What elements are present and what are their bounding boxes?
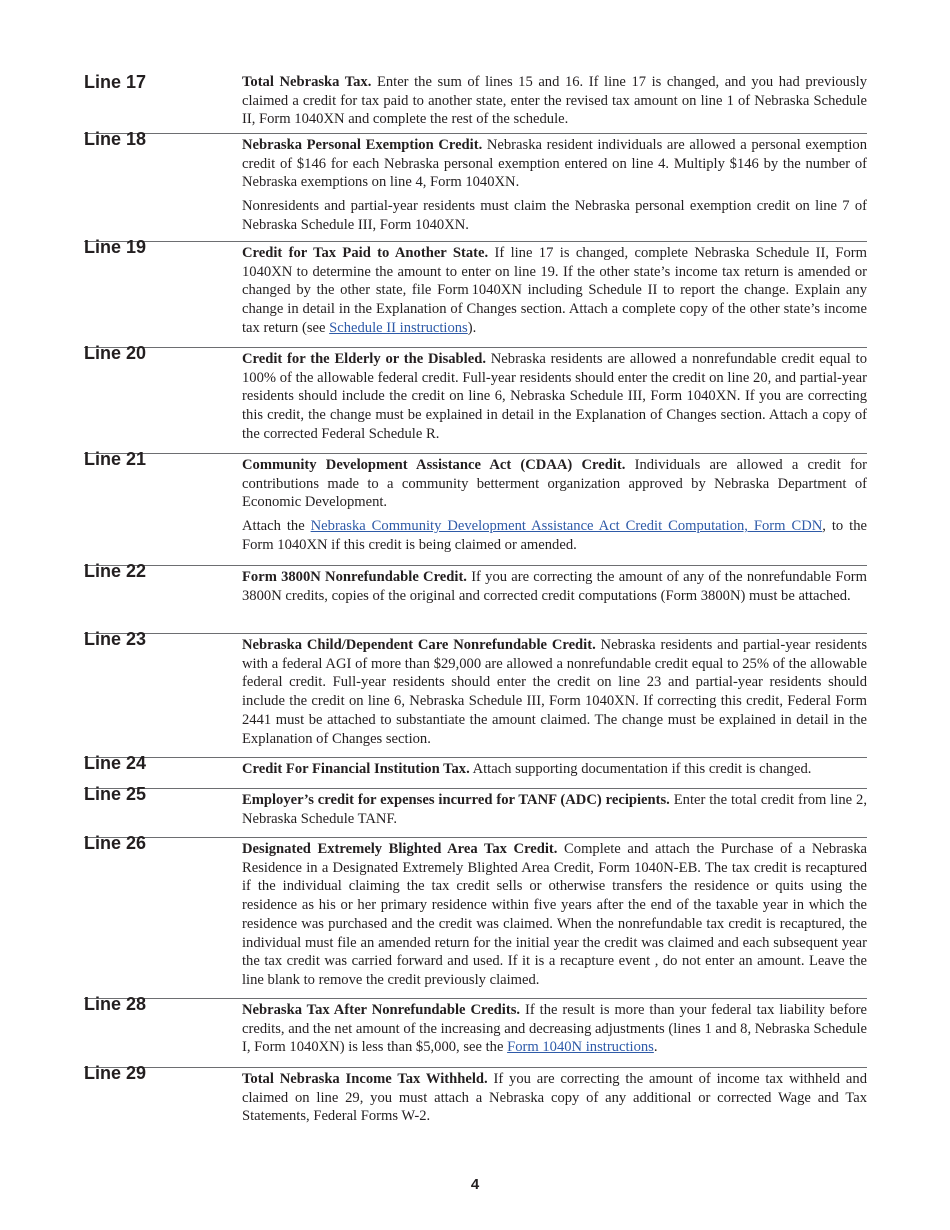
line-label: Line 23 xyxy=(84,629,147,649)
line-18-section xyxy=(84,129,867,233)
line-heading: Total Nebraska Income Tax Withheld. xyxy=(242,1071,488,1087)
line-description xyxy=(242,791,867,828)
line-23-section xyxy=(84,629,867,747)
line-25-section xyxy=(84,784,867,827)
page-number: 4 xyxy=(470,1176,480,1193)
form-1040n-instructions-link[interactable]: Form 1040N instructions xyxy=(507,1039,654,1056)
line-label: Line 26 xyxy=(84,833,147,853)
line-20-section xyxy=(84,343,868,442)
line-26-section xyxy=(84,833,867,988)
line-text: Enter the total credit from line 2, Nebraska Schedule TANF. xyxy=(242,792,867,827)
line-text: , to the Form 1040XN if this credit is being claimed or amended. xyxy=(242,518,867,553)
line-text: Enter the sum of lines 15 and 16. If line 17 is changed, and you had previously claimed a credit for tax paid to another state, enter the revised tax amount on line 1 of Nebraska Schedule II, Form 1040XN and complete the rest of the schedule. xyxy=(242,74,867,128)
line-description xyxy=(242,1001,867,1057)
line-text: If you are correcting the amount of any of the nonrefundable Form 3800N credits, copies of the original and corrected credit computations (Form 3800N) must be attached. xyxy=(242,569,867,604)
line-text: If you are correcting the amount of income tax withheld and claimed on line 29, you must attach a Nebraska copy of any additional or corrected Wage and Tax Statements, Federal Forms W-2. xyxy=(242,1071,867,1125)
line-text: Attach supporting documentation if this credit is changed. xyxy=(469,761,812,777)
line-24-section xyxy=(84,753,867,777)
line-heading: Nebraska Personal Exemption Credit. xyxy=(242,137,483,153)
line-label: Line 28 xyxy=(84,994,147,1014)
line-text: . xyxy=(653,1039,658,1056)
line-text: Complete and attach the Purchase of a Nebraska Residence in a Designated Extremely Blighted Area Credit, Form 1040N-EB. The tax credit is recaptured if the individual claiming the tax credit sells or otherwise transfers the residence or quits using the residence as his or her primary residence within five years after the end of the taxable year in which the residence was purchased and the credit was claimed. When the nonrefundable tax credit is recaptured, the individual must file an amended return for the initial year the credit was claimed and each subsequent year the tax credit was carried forward and used. If it is a recapture event , do not enter an amount. Leave the line blank to remove the credit previously claimed. xyxy=(242,841,867,988)
schedule-ii-instructions-link[interactable]: Schedule II instructions xyxy=(329,319,468,336)
line-text: If the result is more than your federal tax liability before credits, and the net amount of the increasing and decreasing adjustments (lines 1 and 8, Nebraska Schedule I, Form 1040XN) is less than $5,000, see the xyxy=(242,1002,867,1056)
line-description xyxy=(242,456,867,555)
line-heading: Form 3800N Nonrefundable Credit. xyxy=(242,569,467,585)
line-label: Line 29 xyxy=(84,1063,147,1083)
line-heading: Total Nebraska Tax. xyxy=(242,74,372,90)
line-text: Nonresidents and partial-year residents must claim the Nebraska personal exemption credit on line 7 of Nebraska Schedule III, Form 1040XN. xyxy=(242,198,867,233)
line-heading: Designated Extremely Blighted Area Tax Credit. xyxy=(242,841,558,857)
line-description xyxy=(242,136,867,235)
line-heading: Credit for Tax Paid to Another State. xyxy=(242,245,489,261)
line-21-section xyxy=(84,449,867,553)
line-28-section xyxy=(84,994,867,1056)
line-description xyxy=(242,760,867,779)
line-heading: Nebraska Child/Dependent Care Nonrefundable Credit. xyxy=(242,637,596,653)
line-label: Line 24 xyxy=(84,753,147,773)
line-description xyxy=(242,244,867,338)
line-label: Line 22 xyxy=(84,561,147,581)
line-29-section xyxy=(84,1063,867,1125)
line-description xyxy=(242,568,867,605)
line-heading: Community Development Assistance Act (CDAA) Credit. xyxy=(242,457,626,473)
line-text: If line 17 is changed, complete Nebraska Schedule II, Form 1040XN to determine the amount to enter on line 19. If the other state’s income tax return is amended or changed by the other state, file Form 1040XN including Schedule II to report the change. Explain any change in detail in the Explanation of Changes section. Attach a complete copy of the other state’s income tax return (see xyxy=(242,245,867,336)
line-text: Nebraska residents are allowed a nonrefundable credit equal to 100% of the allowable federal credit. Full-year residents should enter the credit on line 20, and partial-year residents should include the credit on line 6, Nebraska Schedule III, Form 1040XN. If you are correcting this credit, the change must be explained in detail in the Explanation of Changes section. Attach a copy of the corrected Federal Schedule R. xyxy=(242,351,868,442)
line-text: Nebraska resident individuals are allowed a personal exemption credit of $146 for each Nebraska personal exemption entered on line 4. Multiply $146 by the number of Nebraska exemptions on line 4, Form 1040XN. xyxy=(242,137,867,191)
line-heading: Employer’s credit for expenses incurred for TANF (ADC) recipients. xyxy=(242,792,670,808)
line-label: Line 20 xyxy=(84,343,147,363)
line-description xyxy=(242,840,867,990)
line-heading: Credit for the Elderly or the Disabled. xyxy=(242,351,486,367)
line-description xyxy=(242,73,867,129)
line-label: Line 25 xyxy=(84,784,147,804)
line-label: Line 21 xyxy=(84,449,147,469)
line-description xyxy=(242,636,867,748)
form-cdn-link[interactable]: Nebraska Community Development Assistance Act Credit Computation, Form CDN xyxy=(310,518,823,535)
line-label: Line 18 xyxy=(84,129,147,149)
line-22-section xyxy=(84,561,867,604)
line-text: ). xyxy=(467,319,477,336)
line-description xyxy=(242,1070,867,1126)
line-label: Line 19 xyxy=(84,237,147,257)
line-text: Attach the xyxy=(242,518,311,535)
line-heading: Credit For Financial Institution Tax. xyxy=(242,761,470,777)
line-text: Nebraska residents and partial-year residents with a federal AGI of more than $29,000 are allowed a nonrefundable credit equal to 25% of the allowable federal credit. Full-year residents should enter the credit on line 23 and partial-year residents should include the credit on line 6, Nebraska Schedule III, Form 1040XN. If correcting this credit, Federal Form 2441 must be attached to substantiate the amount claimed. The change must be explained in detail in the Explanation of Changes section. xyxy=(242,637,867,747)
line-text: Individuals are allowed a credit for contributions made to a community betterment organization approved by Nebraska Department of Economic Development. xyxy=(242,457,867,511)
line-description xyxy=(242,350,867,444)
line-heading: Nebraska Tax After Nonrefundable Credits. xyxy=(242,1002,521,1018)
line-label: Line 17 xyxy=(84,72,147,92)
line-19-section xyxy=(84,237,867,336)
